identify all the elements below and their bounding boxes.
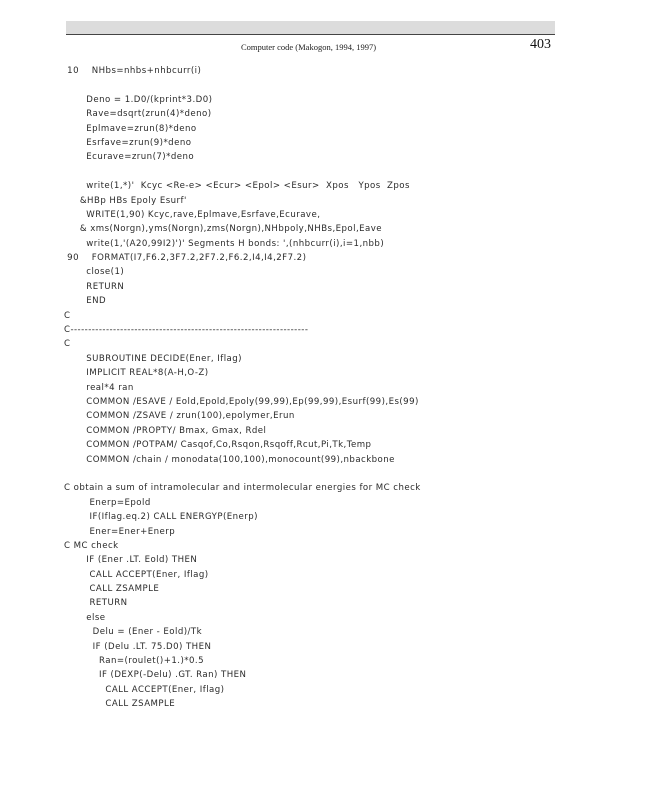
- code-line: C-------------------------------------------------------------------: [64, 325, 309, 336]
- code-line: COMMON /POTPAM/ Casqof,Co,Rsqon,Rsqoff,Rcut,Pi,Tk,Temp: [64, 440, 372, 451]
- code-line: IF(Iflag.eq.2) CALL ENERGYP(Enerp): [64, 512, 258, 523]
- code-line: real*4 ran: [64, 382, 134, 393]
- code-line: C MC check: [64, 540, 119, 551]
- code-line: [64, 78, 421, 92]
- code-listing: [64, 64, 421, 712]
- code-line: [64, 165, 421, 179]
- code-line: Enerp=Epold: [64, 497, 151, 508]
- code-line: [64, 467, 421, 481]
- code-line: write(1,*)' Kcyc <Re-e> <Ecur> <Epol> <Esur> Xpos Ypos Zpos: [64, 181, 410, 192]
- code-line: Eplmave=zrun(8)*deno: [64, 123, 197, 134]
- code-line: close(1): [64, 267, 125, 278]
- code-line: RETURN: [64, 598, 128, 609]
- code-line: IF (Ener .LT. Eold) THEN: [64, 555, 198, 566]
- code-line: WRITE(1,90) Kcyc,rave,Eplmave,Esrfave,Ecurave,: [64, 209, 321, 220]
- running-head: Computer code (Makogon, 1994, 1997): [241, 42, 377, 52]
- code-line: IMPLICIT REAL*8(A-H,O-Z): [64, 368, 209, 379]
- code-line: END: [64, 296, 107, 307]
- code-line: Rave=dsqrt(zrun(4)*deno): [64, 109, 212, 120]
- code-line: Deno = 1.D0/(kprint*3.D0): [64, 94, 213, 105]
- code-line: write(1,'(A20,99I2)')' Segments H bonds: ',(nhbcurr(i),i=1,nbb): [64, 238, 385, 249]
- code-line: Delu = (Ener - Eold)/Tk: [64, 627, 203, 638]
- code-line: IF (DEXP(-Delu) .GT. Ran) THEN: [64, 670, 247, 681]
- code-line: COMMON /PROPTY/ Bmax, Gmax, Rdel: [64, 425, 267, 436]
- code-line: CALL ACCEPT(Ener, Iflag): [64, 684, 225, 695]
- code-line: 90 FORMAT(I7,F6.2,3F7.2,2F7.2,F6.2,I4,I4,2F7.2): [64, 253, 307, 264]
- code-line: C: [64, 339, 71, 350]
- code-line: CALL ACCEPT(Ener, Iflag): [64, 569, 209, 580]
- code-line: COMMON /ESAVE / Eold,Epold,Epoly(99,99),Ep(99,99),Esurf(99),Es(99): [64, 396, 419, 407]
- code-line: CALL ZSAMPLE: [64, 584, 160, 595]
- code-line: COMMON /chain / monodata(100,100),monocount(99),nbackbone: [64, 454, 395, 465]
- code-line: IF (Delu .LT. 75.D0) THEN: [64, 641, 212, 652]
- code-line: SUBROUTINE DECIDE(Ener, Iflag): [64, 353, 242, 364]
- header-rule: [66, 34, 555, 35]
- code-line: else: [64, 612, 106, 623]
- code-line: Ran=(roulet()+1.)*0.5: [64, 656, 205, 667]
- code-line: &HBp HBs Epoly Esurf': [64, 195, 187, 206]
- code-line: CALL ZSAMPLE: [64, 699, 176, 710]
- code-line: COMMON /ZSAVE / zrun(100),epolymer,Erun: [64, 411, 295, 422]
- page-number: 403: [530, 37, 551, 52]
- code-line: Esrfave=zrun(9)*deno: [64, 137, 192, 148]
- code-line: & xms(Norgn),yms(Norgn),zms(Norgn),NHbpoly,NHBs,Epol,Eave: [64, 224, 383, 235]
- code-line: Ecurave=zrun(7)*deno: [64, 152, 195, 163]
- code-line: 10 NHbs=nhbs+nhbcurr(i): [64, 66, 202, 76]
- code-line: C obtain a sum of intramolecular and intermolecular energies for MC check: [64, 483, 421, 494]
- code-line: C: [64, 310, 71, 321]
- code-line: RETURN: [64, 281, 125, 292]
- code-line: Ener=Ener+Enerp: [64, 526, 176, 537]
- header-shade-bar: [66, 21, 555, 34]
